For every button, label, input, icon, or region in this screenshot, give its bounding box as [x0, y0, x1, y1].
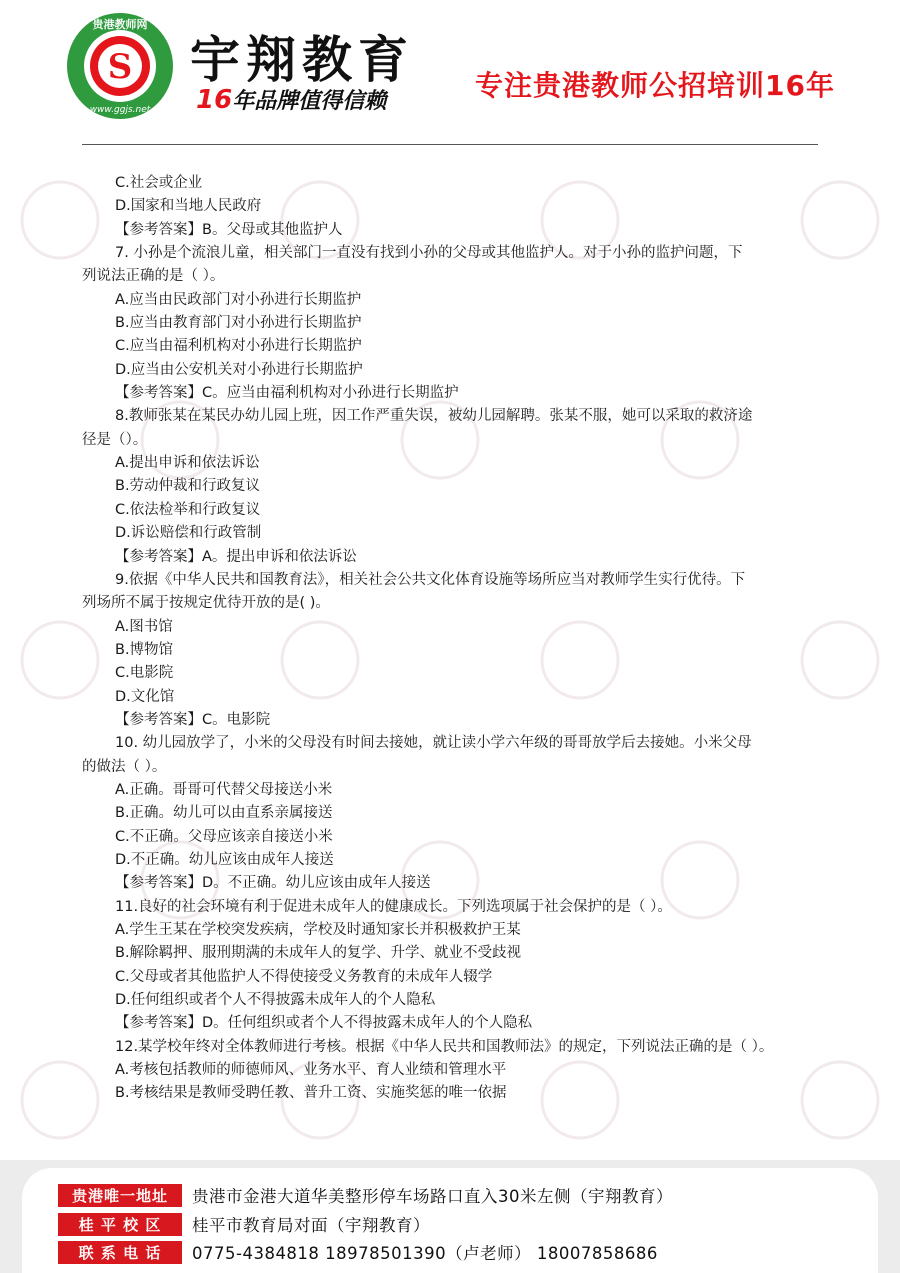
option-line: A.图书馆 — [115, 618, 173, 635]
answer-line: 【参考答案】A。提出申诉和依法诉讼 — [115, 548, 357, 565]
option-line: D.任何组织或者个人不得披露未成年人的个人隐私 — [115, 992, 436, 1009]
brand-slogan — [196, 84, 386, 115]
logo-ring-text: 贵港教师网 — [92, 18, 148, 31]
option-line: C.电影院 — [115, 665, 174, 682]
tagline: 专注贵港教师公招培训16年 — [475, 69, 835, 102]
option-line: A.提出申诉和依法诉讼 — [115, 455, 260, 472]
option-line: D.诉讼赔偿和行政管制 — [115, 525, 262, 542]
footer-row-address — [58, 1183, 673, 1207]
footer-tag: 联 系 电 话 — [58, 1241, 182, 1264]
footer-text: 桂平市教育局对面（宇翔教育） — [192, 1216, 430, 1235]
question-line: 7. 小孙是个流浪儿童，相关部门一直没有找到小孙的父母或其他监护人。对于小孙的监护问题，下 — [115, 245, 743, 262]
answer-line: 【参考答案】C。应当由福利机构对小孙进行长期监护 — [115, 385, 459, 402]
question-continuation: 径是（）。 — [82, 431, 148, 448]
option-line: B.劳动仲裁和行政复议 — [115, 478, 261, 495]
footer-row-phone — [58, 1240, 658, 1264]
answer-line: 【参考答案】C。电影院 — [115, 711, 271, 728]
option-line: B.解除羁押、服刑期满的未成年人的复学、升学、就业不受歧视 — [115, 945, 522, 962]
footer-tag: 桂 平 校 区 — [58, 1213, 182, 1236]
logo-icon — [66, 12, 174, 120]
option-line: B.考核结果是教师受聘任教、普升工资、实施奖惩的唯一依据 — [115, 1085, 507, 1102]
option-line: C.依法检举和行政复议 — [115, 501, 261, 518]
option-line: C.应当由福利机构对小孙进行长期监护 — [115, 338, 362, 355]
answer-line: 【参考答案】D。任何组织或者个人不得披露未成年人的个人隐私 — [115, 1015, 533, 1032]
option-line: D.应当由公安机关对小孙进行长期监护 — [115, 361, 363, 378]
question-line: 12.某学校年终对全体教师进行考核。根据《中华人民共和国教师法》的规定，下列说法正确的是（ ）。 — [115, 1038, 774, 1055]
svg-text:S: S — [107, 47, 133, 87]
option-line: C.社会或企业 — [115, 175, 203, 191]
option-line: A.应当由民政部门对小孙进行长期监护 — [115, 291, 362, 308]
header-divider — [82, 144, 818, 145]
brand-name: 宇翔教育 — [190, 30, 414, 89]
option-line: D.文化馆 — [115, 688, 175, 705]
slogan-text: 年品牌值得信赖 — [232, 89, 387, 114]
option-line: C.不正确。父母应该亲自接送小米 — [115, 828, 333, 845]
option-line: B.博物馆 — [115, 641, 174, 658]
question-line: 10. 幼儿园放学了，小米的父母没有时间去接她，就让读小学六年级的哥哥放学后去接她。小米父母 — [115, 735, 752, 752]
option-line: A.正确。哥哥可代替父母接送小米 — [115, 781, 333, 798]
option-line: C.父母或者其他监护人不得使接受义务教育的未成年人辍学 — [115, 968, 493, 985]
option-line: A.考核包括教师的师德师风、业务水平、育人业绩和管理水平 — [115, 1062, 507, 1079]
footer — [0, 1160, 900, 1273]
footer-text: 贵港市金港大道华美整形停车场路口直入30米左侧（宇翔教育） — [192, 1187, 673, 1206]
option-line: D.不正确。幼儿应该由成年人接送 — [115, 851, 334, 868]
footer-row-guiping — [58, 1212, 430, 1236]
question-line: 8.教师张某在某民办幼儿园上班，因工作严重失误，被幼儿园解聘。张某不服，她可以采取的救济途 — [115, 408, 753, 425]
option-line: D.国家和当地人民政府 — [115, 198, 262, 215]
option-line: A.学生王某在学校突发疾病，学校及时通知家长并积极救护王某 — [115, 922, 521, 938]
header — [0, 0, 900, 145]
answer-line: 【参考答案】B。父母或其他监护人 — [115, 221, 343, 238]
question-continuation: 列说法正确的是（ ）。 — [82, 268, 225, 285]
slogan-number: 16 — [196, 85, 233, 115]
footer-tag: 贵港唯一地址 — [58, 1184, 182, 1207]
question-line: 11.良好的社会环境有利于促进未成年人的健康成长。下列选项属于社会保护的是（ ）。 — [115, 898, 672, 915]
option-line: B.应当由教育部门对小孙进行长期监护 — [115, 315, 362, 332]
option-line: B.正确。幼儿可以由直系亲属接送 — [115, 805, 333, 822]
footer-text: 0775-4384818 18978501390（卢老师） 18007858686 — [192, 1244, 658, 1263]
answer-line: 【参考答案】D。不正确。幼儿应该由成年人接送 — [115, 875, 431, 892]
question-line: 9.依据《中华人民共和国教育法》，相关社会公共文化体育设施等场所应当对教师学生实行优待。下 — [115, 571, 746, 588]
logo-url-text: www.ggjs.net — [89, 105, 151, 115]
question-continuation: 的做法（ ）。 — [82, 758, 167, 775]
question-continuation: 列场所不属于按规定优待开放的是( )。 — [82, 595, 330, 612]
document-body — [82, 172, 822, 1106]
